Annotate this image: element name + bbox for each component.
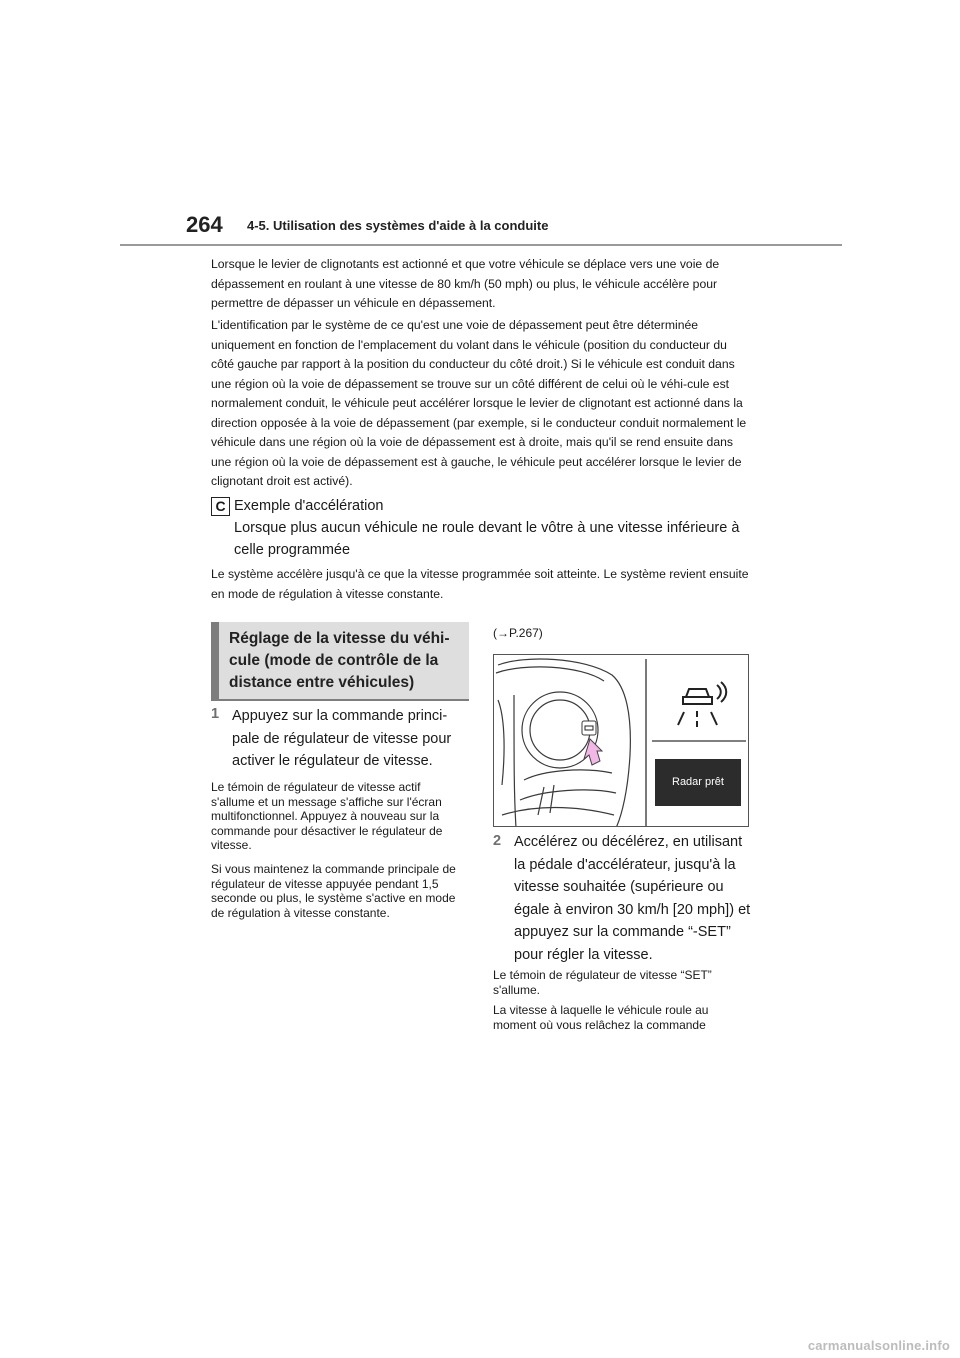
example-label: C	[211, 497, 230, 516]
step-note: Si vous maintenez la commande principale de régulateur de vitesse appuyée pendant 1,5 seconde ou plus, le système s'active en mode de régulation à vitesse constante.	[211, 862, 456, 920]
step-number: 2	[493, 833, 502, 849]
section-heading: Réglage de la vitesse du véhi-cule (mode de contrôle de la distance entre véhicules)	[211, 622, 469, 699]
page-reference: (→P.267)	[493, 626, 543, 640]
step-text: Accélérez ou décélérez, en utilisant la pédale d'accélérateur, jusqu'à la vitesse souhaitée (supérieure ou égale à environ 30 km/h [20 mph]) et appuyez sur la commande “-SET” pour régler la vitesse.	[514, 834, 751, 963]
intro-paragraph-1: Lorsque le levier de clignotants est actionné et que votre véhicule se déplace vers une voie de dépassement en roulant à une vitesse de 80 km/h (50 mph) ou plus, le véhicule accélère pour permettre de dépasser un véhicule en dépassement.	[211, 257, 720, 310]
example-subtitle: Lorsque plus aucun véhicule ne roule devant le vôtre à une vitesse inférieure à celle programmée	[234, 520, 740, 558]
header-divider	[120, 244, 842, 246]
display-message: Radar prêt	[655, 759, 741, 806]
step-note: Le témoin de régulateur de vitesse “SET” s'allume.	[493, 968, 712, 997]
page-number: 264	[186, 212, 223, 237]
section-heading-rule	[211, 699, 469, 701]
step-note: Le témoin de régulateur de vitesse actif s'allume et un message s'affiche sur l'écran multifonctionnel. Appuyez à nouveau sur la commande pour désactiver le régulateur de vitesse.	[211, 780, 443, 852]
radar-button-icon	[582, 721, 596, 735]
step-note: La vitesse à laquelle le véhicule roule au moment où vous relâchez la commande	[493, 1003, 709, 1032]
radar-cruise-icon	[678, 682, 726, 727]
steering-switch-figure	[493, 654, 749, 827]
section-title: 4-5. Utilisation des systèmes d'aide à la conduite	[247, 218, 549, 233]
step-number: 1	[211, 706, 220, 722]
example-body: Le système accélère jusqu'à ce que la vitesse programmée soit atteinte. Le système revient ensuite en mode de régulation à vitesse constante.	[211, 567, 749, 601]
example-title: Exemple d'accélération	[234, 498, 384, 514]
watermark: carmanualsonline.info	[807, 1338, 950, 1353]
step-text: Appuyez sur la commande princi-pale de régulateur de vitesse pour activer le régulateur de vitesse.	[232, 708, 452, 769]
intro-paragraph-2: L'identification par le système de ce qu'est une voie de dépassement peut être déterminée uniquement en fonction de l'emplacement du volant dans le véhicule (position du conducteur du côté gauche par rapport à la position du conducteur du côté droit.) Si le véhicule est conduit dans une région où la voie de dépassement se trouve sur un côté différent de celui où le véhi-cule est normalement conduit, le véhicule peut accélérer lorsque le levier de clignotant est actionné dans la direction opposée à la voie de dépassement (par exemple, si le conducteur conduit normalement le véhicule dans une région où la voie de dépassement est à droite, mais qu'il se rend ensuite dans une région où la voie de dépassement est à gauche, le véhicule peut accélérer lorsque le levier de clignotant droit est activé).	[211, 318, 747, 488]
